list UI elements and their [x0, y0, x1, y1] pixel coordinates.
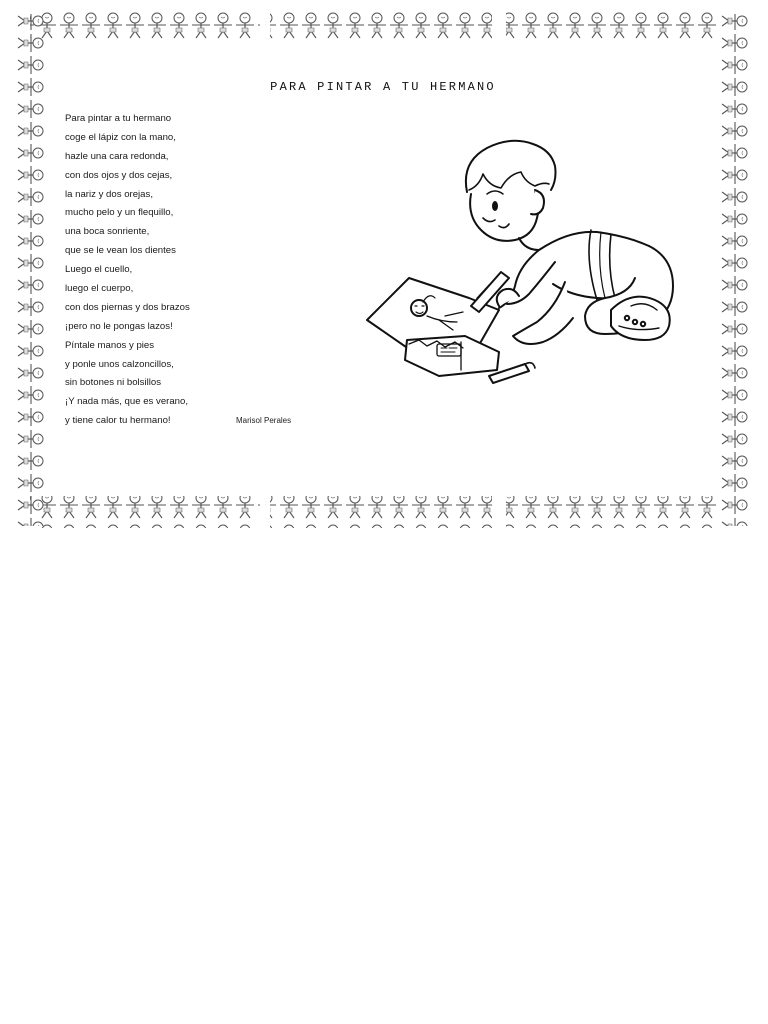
poem-line: la nariz y dos orejas,: [65, 188, 153, 200]
boy-drawing-illustration: [349, 130, 674, 390]
poem-line: y tiene calor tu hermano!: [65, 415, 171, 427]
poem-line: Para pintar a tu hermano: [65, 113, 172, 124]
worksheet-page: [14, 10, 752, 532]
poem-line: ¡Y nada más, que es verano,: [65, 396, 189, 408]
poem-line: que se le vean los dientes: [65, 245, 176, 257]
poem-line: mucho pelo y un flequillo,: [65, 207, 174, 219]
poem-line: hazle una cara redonda,: [65, 150, 169, 162]
poem-author: Marisol Perales: [236, 416, 292, 425]
poem-line: una boca sonriente,: [65, 226, 150, 238]
poem-line: Luego el cuello,: [65, 264, 133, 276]
poem-line: y ponle unos calzoncillos,: [65, 358, 174, 370]
poem-line: luego el cuerpo,: [65, 283, 134, 295]
poem-lines: [65, 110, 190, 431]
poem-title: PARA PINTAR A TU HERMANO: [270, 80, 496, 94]
poem-line: con dos piernas y dos brazos: [65, 301, 190, 313]
poem-line: coge el lápiz con la mano,: [65, 131, 176, 143]
poem-line: sin botones ni bolsillos: [65, 377, 161, 389]
poem-line: con dos ojos y dos cejas,: [65, 169, 173, 181]
poem-line: Píntale manos y pies: [65, 339, 155, 351]
poem-line: ¡pero no le pongas lazos!: [65, 320, 173, 332]
